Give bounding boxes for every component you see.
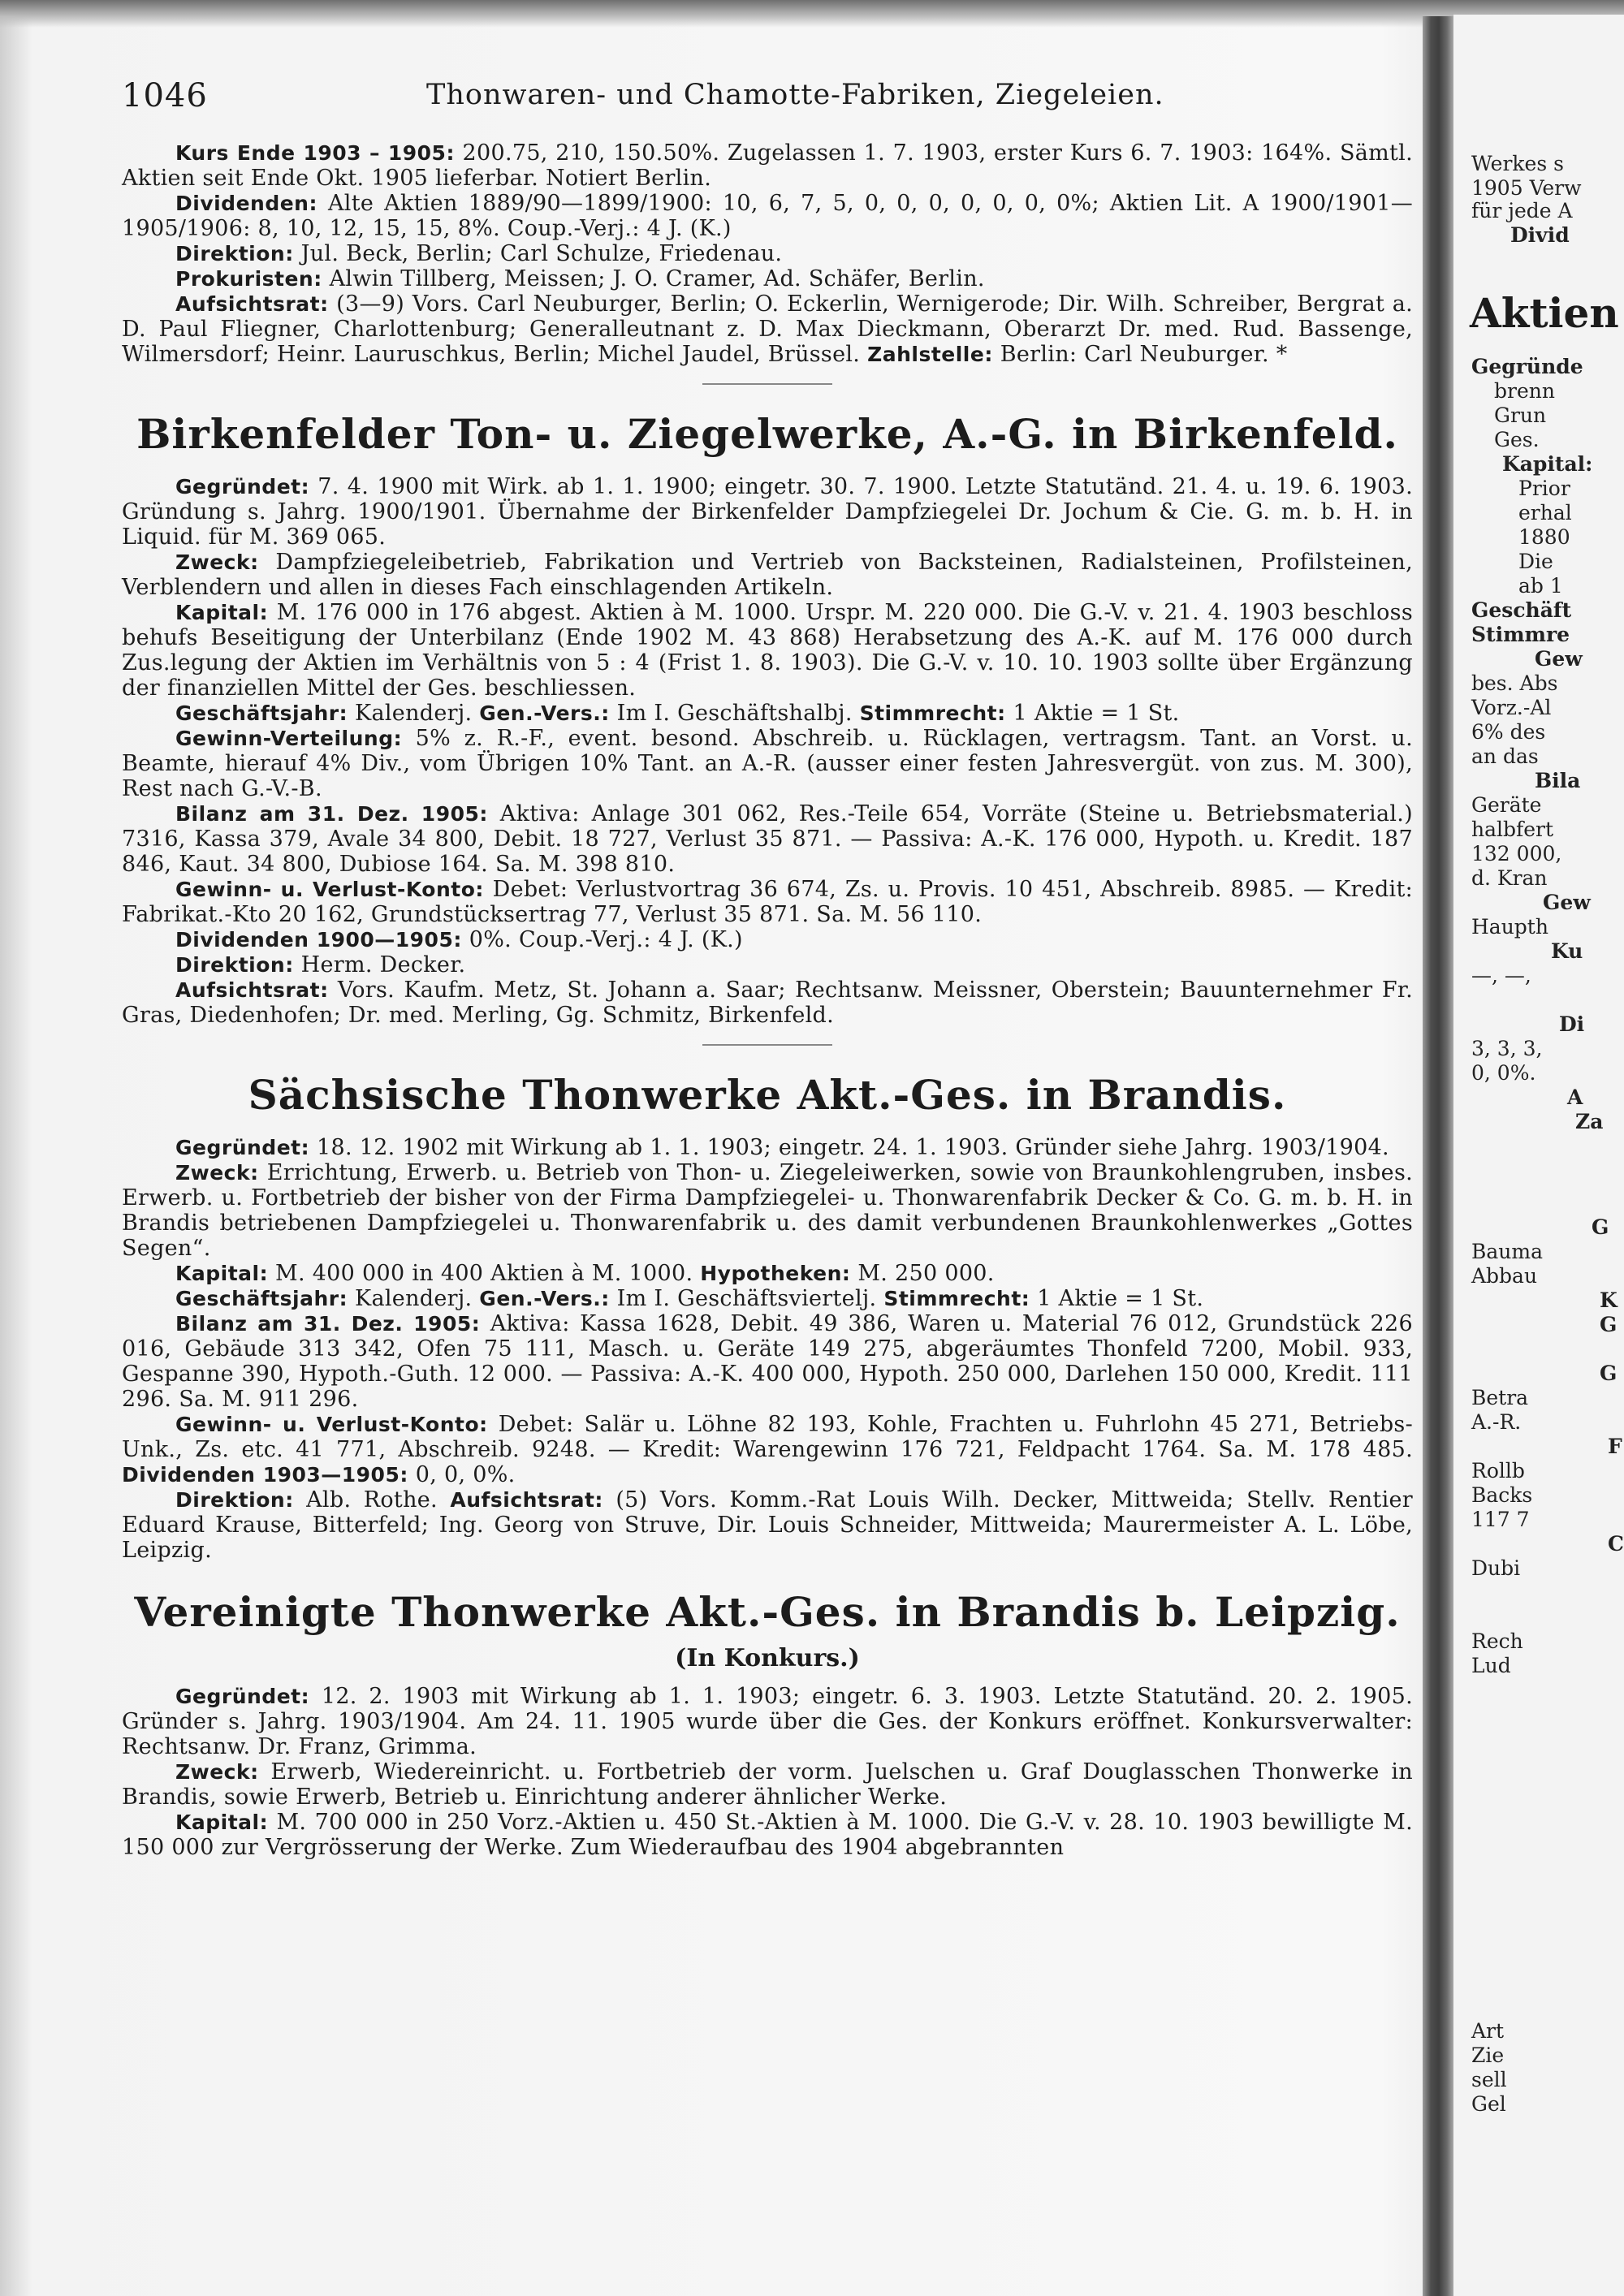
field-text: (3—9) Vors. Carl Neuburger, Berlin; O. Eckerlin, Wernigerode; Dir. Wilh. Schreiber, Bergrat a. D. Paul Fliegner, Charlottenburg; Generalleutnant z. D. Max Dieckmann, Oberarzt Dr. med. Rud. Bassenge, Wilmersdorf; Heinr. Lauruschkus, Berlin; Michel Jaudel, Brüssel. [122,291,1413,367]
right-page-line: erhal [1518,501,1572,524]
right-page-line: Prior [1518,477,1570,500]
field-label: Kapital: [175,1810,269,1834]
field-label: Direktion: [175,1488,294,1512]
field-label: Kapital: [175,601,269,624]
right-page-line: 1880 [1518,525,1570,549]
right-page-line: A.-R. [1471,1410,1522,1434]
field-text: Kalenderj. [348,1286,473,1311]
entry-paragraph [122,191,1413,241]
right-page-line: C [1608,1532,1624,1556]
entry-paragraph [122,952,1413,978]
entry-paragraph [122,1810,1413,1860]
right-page-line: F [1608,1435,1622,1458]
entry-paragraph [122,1412,1413,1487]
right-page-line: Betra [1471,1386,1529,1409]
right-page-line: Abbau [1471,1264,1538,1288]
field-label: Gewinn-Verteilung: [175,727,403,750]
field-text: 7. 4. 1900 mit Wirk. ab 1. 1. 1900; eingetr. 30. 7. 1900. Letzte Statutänd. 21. 4. u. 19. 6. 1903. Gründung s. Jahrg. 1900/1901. Übernahme der Birkenfelder Dampfziegelei Dr. Jochum & Cie. G. m. b. H. in Liquid. für M. 369 065. [122,474,1413,550]
entry-paragraph [122,1487,1413,1563]
field-label: Kurs Ende 1903 – 1905: [175,141,455,165]
field-label: Hypotheken: [700,1262,851,1285]
section-divider [702,1044,832,1046]
right-page-line: Gew [1543,891,1591,914]
field-text: Im I. Geschäftsviertelj. [609,1286,877,1311]
company-status: (In Konkurs.) [675,1644,860,1672]
field-label: Gegründet: [175,1136,310,1159]
field-text: M. 700 000 in 250 Vorz.-Aktien u. 450 St.-Aktien à M. 1000. Die G.-V. v. 28. 10. 1903 bewilligte M. 150 000 zur Vergrösserung der Werke. Zum Wiederaufbau des 1904 abgebrannten [122,1810,1413,1860]
right-page-line: Bila [1535,769,1581,792]
field-text: M. 176 000 in 176 abgest. Aktien à M. 1000. Urspr. M. 220 000. Die G.-V. v. 21. 4. 1903 beschloss behufs Beseitigung der Unterbilanz (Ende 1902 M. 43 868) Herabsetzung des A.-K. auf M. 176 000 durch Zus.legung der Aktien im Verhältnis von 5 : 4 (Frist 1. 8. 1903). Die G.-V. v. 10. 10. 1903 sollte über Ergänzung der finanziellen Mittel der Ges. beschliessen. [122,600,1413,701]
right-page-line: Grun [1494,404,1547,427]
right-page-line: Divid [1510,223,1570,247]
right-page-line: 0, 0%. [1471,1061,1536,1085]
right-page-line: Zie [1471,2044,1505,2067]
entry-paragraph [122,726,1413,801]
right-page-line: Ges. [1494,428,1540,451]
entry-paragraph [122,291,1413,367]
entry-paragraph [122,927,1413,952]
right-page-line: sell [1471,2068,1507,2091]
field-text: Erwerb, Wiedereinricht. u. Fortbetrieb der vorm. Juelschen u. Graf Douglasschen Thonwerke in Brandis, sowie Erwerb, Betrieb u. Einrichtung anderer ähnlicher Werke. [122,1759,1413,1810]
entry-paragraph [122,1759,1413,1810]
entry-paragraph [122,140,1413,191]
field-label: Aufsichtsrat: [450,1488,603,1512]
entry-paragraph [122,801,1413,877]
right-page-line: 3, 3, 3, [1471,1037,1543,1060]
field-label: Bilanz am 31. Dez. 1905: [175,1312,481,1336]
right-page-line: halbfert [1471,818,1554,841]
field-label: Direktion: [175,953,294,977]
entry-paragraph [122,701,1413,726]
entry-paragraph [122,600,1413,701]
field-label: Aufsichtsrat: [175,978,329,1002]
field-text: Im I. Geschäftshalbj. [609,701,853,726]
field-label: Direktion: [175,242,294,265]
field-label: Prokuristen: [175,267,322,291]
field-text: Aktiva: Kassa 1628, Debit. 49 386, Waren u. Material 76 012, Grundstück 226 016, Gebäude 313 342, Ofen 75 111, Masch. u. Geräte 149 275, abgeräumtes Thonfeld 7200, Mobil. 933, Gespanne 390, Hypoth.-Guth. 12 000. — Passiva: A.-K. 400 000, Hypoth. 250 000, Darlehen 150 000, Kredit. 111 296. Sa. M. 911 296. [122,1311,1413,1412]
right-page-line: Die [1518,550,1553,573]
right-page-line: Vorz.-Al [1471,696,1552,719]
running-title: Thonwaren- und Chamotte-Fabriken, Ziegeleien. [426,79,1164,111]
scan-top-shadow [0,0,1624,28]
field-text: Errichtung, Erwerb. u. Betrieb von Thon- u. Ziegeleiwerken, sowie von Braunkohlengruben, insbes. Erwerb. u. Fortbetrieb der bisher von der Firma Dampfziegelei- u. Thonwarenfabrik Decker & Co. G. m. b. H. in Brandis betriebenen Dampfziegelei u. Thonwarenfabrik u. des damit verbundenen Braunkohlenwerkes „Gottes Segen“. [122,1160,1413,1261]
right-page-line: Rech [1471,1629,1523,1653]
company-title: Vereinigte Thonwerke Akt.-Ges. in Brandis b. Leipzig. [134,1588,1401,1636]
field-text: Berlin: Carl Neuburger. * [992,342,1288,367]
right-page-line: brenn [1494,379,1555,403]
right-page-line: Gew [1535,647,1583,671]
field-label: Dividenden 1900—1905: [175,928,462,952]
field-text: Jul. Beck, Berlin; Carl Schulze, Friedenau. [293,241,783,266]
field-text: 1 Aktie = 1 St. [1005,701,1180,726]
right-page-line: für jede A [1471,199,1573,222]
field-label: Gegründet: [175,475,310,498]
right-page-line: 132 000, [1471,842,1562,865]
right-page-line: Stimmre [1471,623,1570,646]
running-header [122,77,1413,126]
field-text: M. 400 000 in 400 Aktien à M. 1000. [268,1261,693,1286]
entry-paragraph [122,1261,1413,1286]
field-label: Dividenden: [175,192,317,215]
right-page-line: ab 1 [1518,574,1563,598]
right-page-line: Gel [1471,2092,1506,2116]
company-title: Sächsische Thonwerke Akt.-Ges. in Brandis. [248,1071,1287,1119]
right-page-line: —, —, [1471,964,1531,987]
field-text: (5) Vors. Komm.-Rat Louis Wilh. Decker, Mittweida; Stellv. Rentier Eduard Krause, Bitterfeld; Ing. Georg von Struve, Dir. Louis Schneider, Mittweida; Maurermeister A. L. Löbe, Leipzig. [122,1487,1413,1563]
company-entry [122,1070,1413,1563]
field-label: Zweck: [175,1161,259,1185]
right-page-line: Lud [1471,1654,1511,1677]
right-page-line: Werkes s [1471,152,1564,175]
field-label: Stimmrecht: [883,1287,1030,1310]
field-text: 5% z. R.-F., event. besond. Abschreib. u. Rücklagen, vertragsm. Tant. an Vorst. u. Beamte, hierauf 4% Div., vom Übrigen 10% Tant. an A.-R. (ausser einer festen Jahresvergüt. von zus. M. 300), Rest nach G.-V.-B. [122,726,1413,801]
right-page-line: Za [1575,1110,1604,1133]
right-page-line: Di [1559,1012,1585,1036]
right-page-line: 117 7 [1471,1508,1530,1531]
right-page-line: d. Kran [1471,866,1548,890]
field-label: Zahlstelle: [867,343,993,366]
field-label: Stimmrecht: [859,701,1006,725]
right-page-line: Art [1471,2019,1505,2043]
field-label: Gen.-Vers.: [479,1287,610,1310]
field-label: Geschäftsjahr: [175,1287,348,1310]
right-page-line: Haupth [1471,915,1548,939]
field-label: Gen.-Vers.: [479,701,610,725]
entry-paragraph [122,1160,1413,1261]
entry-paragraph [122,1311,1413,1412]
entry-paragraph [122,1135,1413,1160]
entry-paragraph [122,550,1413,600]
right-page-line: Rollb [1471,1459,1525,1482]
entry-paragraph [122,474,1413,550]
field-text: Alwin Tillberg, Meissen; J. O. Cramer, Ad. Schäfer, Berlin. [322,266,985,291]
right-page-line: Ku [1551,939,1583,963]
field-text: 200.75, 210, 150.50%. Zugelassen 1. 7. 1903, erster Kurs 6. 7. 1903: 164%. Sämtl. Aktien seit Ende Okt. 1905 lieferbar. Notiert Berlin. [122,140,1414,191]
book-gutter [1423,16,1453,2296]
page-number: 1046 [122,77,208,114]
field-label: Gewinn- u. Verlust-Konto: [175,1413,488,1436]
field-text: 0, 0, 0%. [408,1462,516,1487]
right-page-line: Geräte [1471,793,1542,817]
entry-paragraph [122,1684,1413,1759]
right-page-line: 1905 Verw [1471,176,1582,200]
right-page-line: A [1567,1085,1583,1109]
right-page-line: G [1600,1313,1618,1336]
right-page-line: Backs [1471,1483,1533,1507]
field-text: 0%. Coup.-Verj.: 4 J. (K.) [461,927,743,952]
entry-paragraph [122,877,1413,927]
right-page-line: K [1600,1288,1618,1312]
right-page-line: 6% des [1471,720,1546,744]
field-text: 1 Aktie = 1 St. [1030,1286,1204,1311]
field-text: Debet: Verlustvortrag 36 674, Zs. u. Provis. 10 451, Abschreib. 8985. — Kredit: Fabrikat.-Kto 20 162, Grundstücksertrag 77, Verlust 35 871. Sa. M. 56 110. [122,877,1414,927]
intro-entry [122,140,1413,367]
field-label: Zweck: [175,1760,259,1784]
entry-paragraph [122,266,1413,291]
field-text: Aktiva: Anlage 301 062, Res.-Teile 654, Vorräte (Steine u. Betriebsmaterial.) 7316, Kassa 379, Avale 34 800, Debit. 18 727, Verlust 35 871. — Passiva: A.-K. 176 000, Hypoth. u. Kredit. 187 846, Kaut. 34 800, Dubiose 164. Sa. M. 398 810. [122,801,1413,877]
field-text: Alte Aktien 1889/90—1899/1900: 10, 6, 7, 5, 0, 0, 0, 0, 0, 0, 0%; Aktien Lit. A 1900/1901—1905/1906: 8, 10, 12, 15, 15, 8%. Coup.-Verj.: 4 J. (K.) [122,191,1413,241]
field-label: Zweck: [175,550,259,574]
field-text: Alb. Rothe. [293,1487,438,1513]
field-label: Kapital: [175,1262,269,1285]
field-text: 18. 12. 1902 mit Wirkung ab 1. 1. 1903; eingetr. 24. 1. 1903. Gründer siehe Jahrg. 1903/1904. [309,1135,1389,1160]
field-label: Dividenden 1903—1905: [122,1463,408,1487]
right-page-line: Geschäft [1471,598,1572,622]
field-text: Herm. Decker. [293,952,466,978]
entry-paragraph [122,1286,1413,1311]
entry-paragraph [122,978,1413,1028]
field-text: M. 250 000. [850,1261,995,1286]
company-title: Birkenfelder Ton- u. Ziegelwerke, A.-G. in Birkenfeld. [136,410,1398,458]
field-text: 12. 2. 1903 mit Wirkung ab 1. 1. 1903; eingetr. 6. 3. 1903. Letzte Statutänd. 20. 2. 1905. Gründer s. Jahrg. 1903/1904. Am 24. 11. 1905 wurde über die Ges. der Konkurs eröffnet. Konkursverwalter: Rechtsanw. Dr. Franz, Grimma. [122,1684,1413,1759]
field-text: Vors. Kaufm. Metz, St. Johann a. Saar; Rechtsanw. Meissner, Oberstein; Bauunternehmer Fr. Gras, Diedenhofen; Dr. med. Merling, Gg. Schmitz, Birkenfeld. [122,978,1413,1028]
right-page-line: an das [1471,744,1539,768]
entry-paragraph [122,241,1413,266]
right-page-line: Bauma [1471,1240,1543,1263]
document-page [122,77,1413,2269]
right-page-line: Dubi [1471,1556,1521,1580]
field-label: Gegründet: [175,1685,310,1708]
field-text: Dampfziegeleibetrieb, Fabrikation und Vertrieb von Backsteinen, Radialsteinen, Profilsteinen, Verblendern und allen in dieses Fach einschlagenden Artikeln. [122,550,1413,600]
right-page-line: Gegründe [1471,355,1583,378]
field-label: Geschäftsjahr: [175,701,348,725]
company-entry [122,409,1413,1028]
company-entry [122,1587,1413,1860]
right-page-line: Kapital: [1502,452,1593,476]
right-page-line: G [1592,1215,1609,1239]
field-label: Bilanz am 31. Dez. 1905: [175,802,488,826]
field-label: Gewinn- u. Verlust-Konto: [175,878,484,901]
right-page-line: bes. Abs [1471,671,1558,695]
right-page-line: G [1600,1362,1618,1385]
facing-page-fragment [1453,15,1624,2296]
right-page-heading: Aktien [1470,289,1619,337]
field-label: Aufsichtsrat: [175,292,329,316]
field-text: Debet: Salär u. Löhne 82 193, Kohle, Frachten u. Fuhrlohn 45 271, Betriebs-Unk., Zs. etc. 41 771, Abschreib. 9248. — Kredit: Warengewinn 176 721, Feldpacht 1764. Sa. M. 178 485. [122,1412,1413,1462]
field-text: Kalenderj. [348,701,473,726]
section-divider [702,383,832,385]
